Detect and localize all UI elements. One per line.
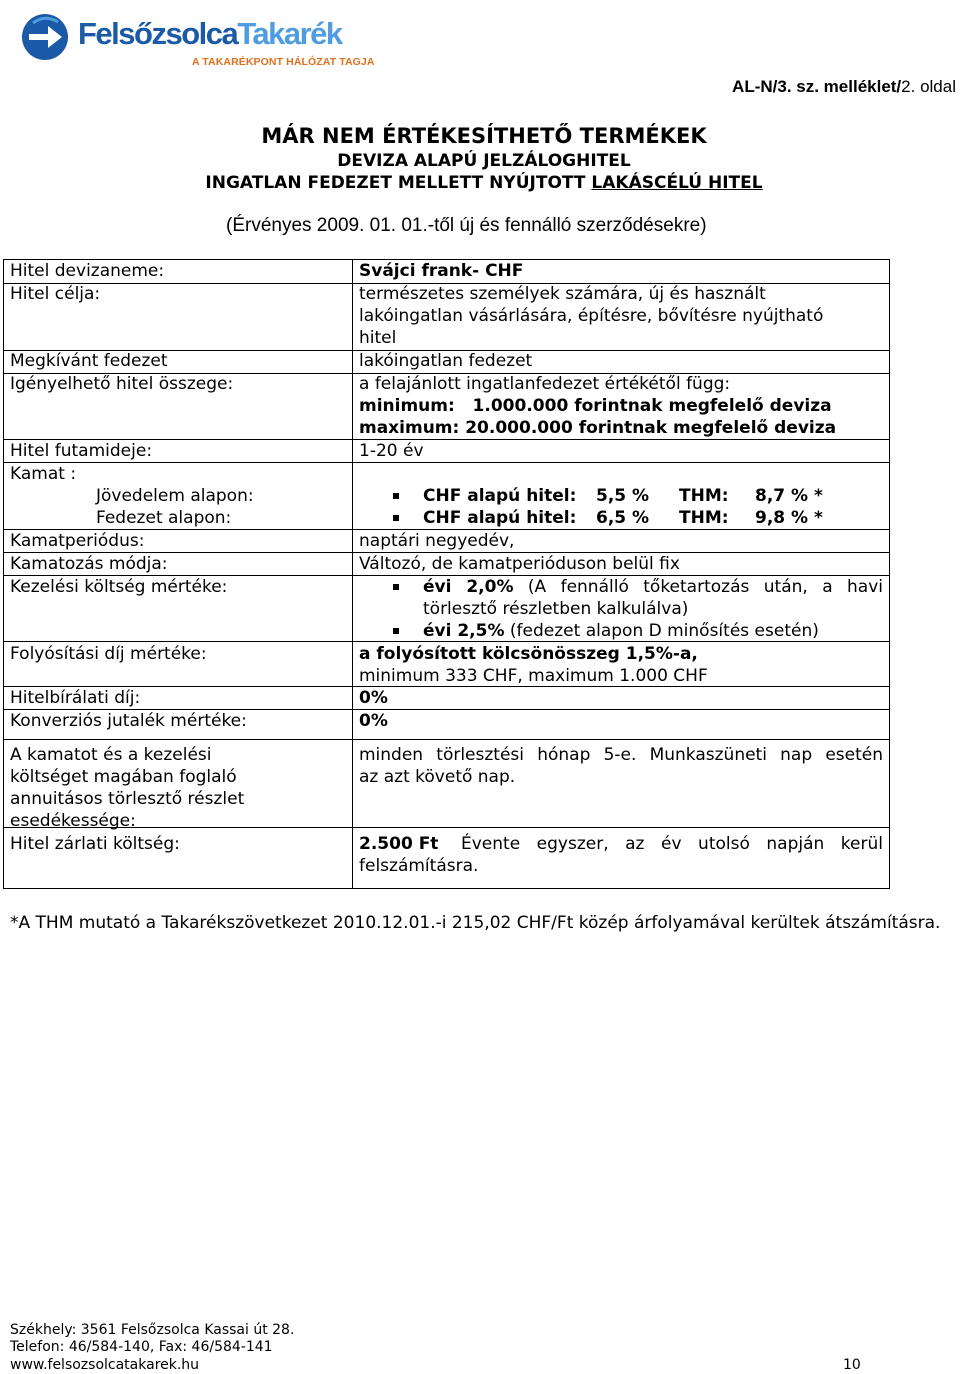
- income-thm-label: THM:: [679, 486, 729, 506]
- value-closing-amount: 2.500 Ft: [359, 834, 439, 854]
- bullet-square-icon: [393, 584, 399, 590]
- logo-arrow-icon: [20, 12, 70, 62]
- label-term: Hitel futamideje:: [10, 441, 153, 461]
- label-assessment-fee: Hitelbírálati díj:: [10, 688, 141, 708]
- footer-phone: Telefon: 46/584-140, Fax: 46/584-141: [10, 1339, 273, 1355]
- value-interest-period: naptári negyedév,: [359, 531, 515, 551]
- label-interest-method: Kamatozás módja:: [10, 554, 168, 574]
- value-closing-line1: Évente egyszer, az év utolsó napján kerül: [461, 834, 883, 854]
- label-due-line: költséget magában foglaló: [10, 767, 237, 787]
- label-collateral: Megkívánt fedezet: [10, 351, 168, 371]
- label-currency: Hitel devizaneme:: [10, 261, 165, 281]
- label-disbursement-fee: Folyósítási díj mértéke:: [10, 644, 207, 664]
- collateral-thm-label: THM:: [679, 508, 729, 528]
- value-amount-min: minimum: 1.000.000 forintnak megfelelő deviza: [359, 396, 832, 416]
- label-handling-fee: Kezelési költség mértéke:: [10, 577, 228, 597]
- thm-footnote: *A THM mutató a Takarékszövetkezet 2010.12.01.-i 215,02 CHF/Ft közép árfolyamával kerültek átszámításra.: [10, 913, 941, 933]
- value-disbursement-2: minimum 333 CHF, maximum 1.000 CHF: [359, 666, 708, 686]
- value-due-line2: az azt követő nap.: [359, 767, 516, 787]
- label-closing-cost: Hitel zárlati költség:: [10, 834, 180, 854]
- handling-fee-1-cont: törlesztő részletben kalkulálva): [423, 599, 689, 619]
- collateral-loan-type: CHF alapú hitel:: [423, 508, 577, 528]
- validity-note: (Érvényes 2009. 01. 01.-től új és fennálló szerződésekre): [226, 215, 707, 236]
- label-interest: Kamat :: [10, 464, 77, 484]
- label-interest-period: Kamatperiódus:: [10, 531, 145, 551]
- bullet-square-icon: [393, 493, 399, 499]
- label-due-line: annuitásos törlesztő részlet: [10, 789, 245, 809]
- title-line-1: MÁR NEM ÉRTÉKESÍTHETŐ TERMÉKEK: [261, 124, 707, 148]
- handling-fee-2: évi 2,5% (fedezet alapon D minősítés esetén): [423, 621, 819, 641]
- value-due-line1: minden törlesztési hónap 5-e. Munkaszüneti nap esetén: [359, 745, 883, 765]
- logo-wordmark: FelsőzsolcaTakarék: [78, 16, 342, 51]
- footer-website: www.felsozsolcatakarek.hu: [10, 1357, 200, 1373]
- document-title: [0, 122, 960, 194]
- label-purpose: Hitel célja:: [10, 284, 101, 304]
- footer-seat: Székhely: 3561 Felsőzsolca Kassai út 28.: [10, 1322, 295, 1338]
- title-line-3: INGATLAN FEDEZET MELLETT NYÚJTOTT LAKÁSCÉLÚ HITEL: [205, 173, 763, 193]
- label-due-line: A kamatot és a kezelési: [10, 745, 212, 765]
- collateral-rate: 6,5 %: [596, 508, 650, 528]
- value-currency: Svájci frank- CHF: [359, 261, 524, 281]
- label-due-line: esedékessége:: [10, 811, 136, 831]
- label-income-basis: Jövedelem alapon:: [96, 486, 254, 506]
- value-assessment-fee: 0%: [359, 688, 388, 708]
- bank-logo: [12, 4, 375, 74]
- value-purpose-line: természetes személyek számára, új és használt: [359, 284, 766, 304]
- value-term: 1-20 év: [359, 441, 424, 461]
- column-divider: [352, 259, 353, 889]
- label-amount: Igényelhető hitel összege:: [10, 374, 234, 394]
- income-loan-type: CHF alapú hitel:: [423, 486, 577, 506]
- value-conversion-fee: 0%: [359, 711, 388, 731]
- value-closing-line2: felszámításra.: [359, 856, 479, 876]
- value-purpose-line: lakóingatlan vásárlására, építésre, bővítésre nyújtható: [359, 306, 824, 326]
- label-collateral-basis: Fedezet alapon:: [96, 508, 232, 528]
- value-purpose-line: hitel: [359, 328, 397, 348]
- title-line-2: DEVIZA ALAPÚ JELZÁLOGHITEL: [337, 151, 631, 171]
- logo-tagline: A TAKARÉKPONT HÁLÓZAT TAGJA: [192, 56, 375, 68]
- value-amount-intro: a felajánlott ingatlanfedezet értékétől függ:: [359, 374, 731, 394]
- value-amount-max: maximum: 20.000.000 forintnak megfelelő deviza: [359, 418, 837, 438]
- conditions-table: [3, 259, 890, 889]
- income-thm: 8,7 % *: [755, 486, 823, 506]
- page-number: 10: [843, 1357, 861, 1373]
- value-interest-method: Változó, de kamatperióduson belül fix: [359, 554, 680, 574]
- income-rate: 5,5 %: [596, 486, 650, 506]
- label-conversion-fee: Konverziós jutalék mértéke:: [10, 711, 247, 731]
- bullet-square-icon: [393, 515, 399, 521]
- value-disbursement-1: a folyósított kölcsönösszeg 1,5%-a,: [359, 644, 698, 664]
- annex-reference: AL-N/3. sz. melléklet/2. oldal: [732, 77, 956, 96]
- value-collateral: lakóingatlan fedezet: [359, 351, 533, 371]
- handling-fee-1: évi 2,0% (A fennálló tőketartozás után, a havi: [423, 577, 883, 597]
- collateral-thm: 9,8 % *: [755, 508, 823, 528]
- bullet-square-icon: [393, 628, 399, 634]
